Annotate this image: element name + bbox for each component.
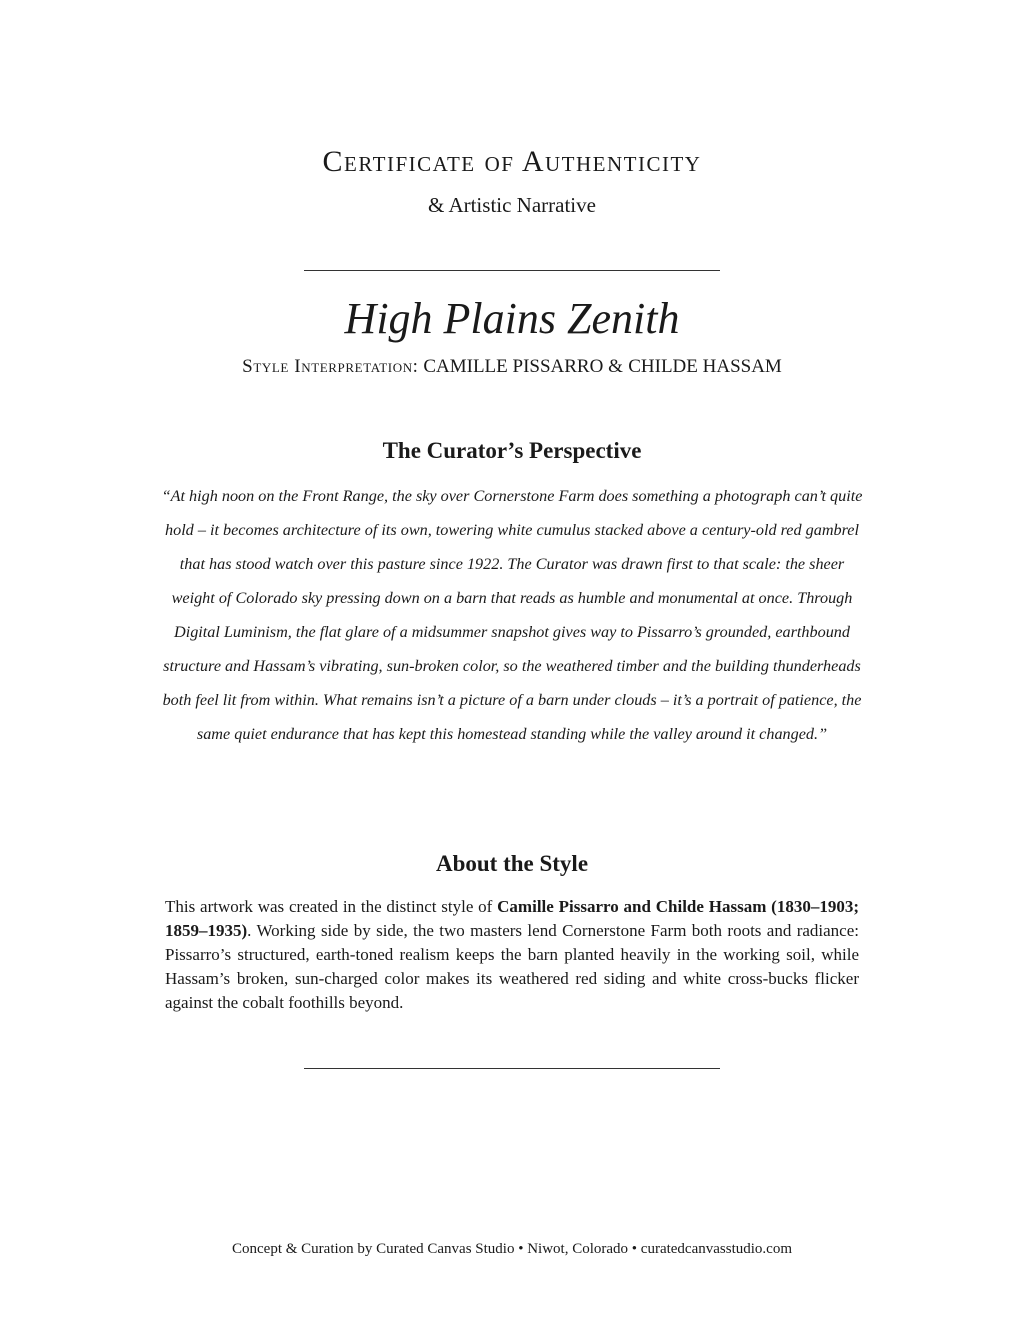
artist-two: CHILDE HASSAM [628,356,782,377]
style-label: Style Interpretation: [242,356,419,377]
style-interpretation-line [0,354,1024,380]
curator-quote: “At high noon on the Front Range, the sky over Cornerstone Farm does something a photograph can’t quite hold – it becomes architecture of its own, towering white cumulus stacked above a century-old red gambrel that has stood watch over this pasture since 1922. The Curator was drawn first to that scale: the sheer weight of Colorado sky pressing down on a barn that reads as humble and monumental at once. Through Digital Luminism, the flat glare of a midsummer snapshot gives way to Pissarro’s grounded, earthbound structure and Hassam’s vibrating, sun-broken color, so the weathered timber and the building thunderheads both feel lit from within. What remains isn’t a picture of a barn under clouds – it’s a portrait of patience, the same quiet endurance that has kept this homestead standing while the valley around it changed.” [161,487,863,743]
about-description: . Working side by side, the two masters lend Cornerstone Farm both roots and radiance: Pissarro’s structured, earth-toned realism keeps the barn planted heavily in the working soil, while Hassam’s broken, sun-charged color makes its weathered red siding and white cross-bucks flicker against the cobalt foothills beyond. [165,921,859,1012]
artist-ampersand: & [608,356,624,377]
about-artists: Camille Pissarro and Childe Hassam (1830–1903; 1859–1935) [165,897,859,940]
artwork-title: High Plains Zenith [344,294,680,343]
footer-credit: Concept & Curation by Curated Canvas Studio • Niwot, Colorado • curatedcanvasstudio.com [232,1241,792,1257]
about-intro: This artwork was created in the distinct style of [165,897,498,916]
artist-one: CAMILLE PISSARRO [423,356,604,377]
divider-bottom [304,1068,720,1069]
certificate-title: Certificate of Authenticity [322,145,702,178]
curator-perspective-heading: The Curator’s Perspective [382,438,642,463]
about-style-heading: About the Style [435,851,589,876]
certificate-subtitle: & Artistic Narrative [428,193,596,217]
about-style-body [165,895,859,1015]
divider-top [304,270,720,271]
